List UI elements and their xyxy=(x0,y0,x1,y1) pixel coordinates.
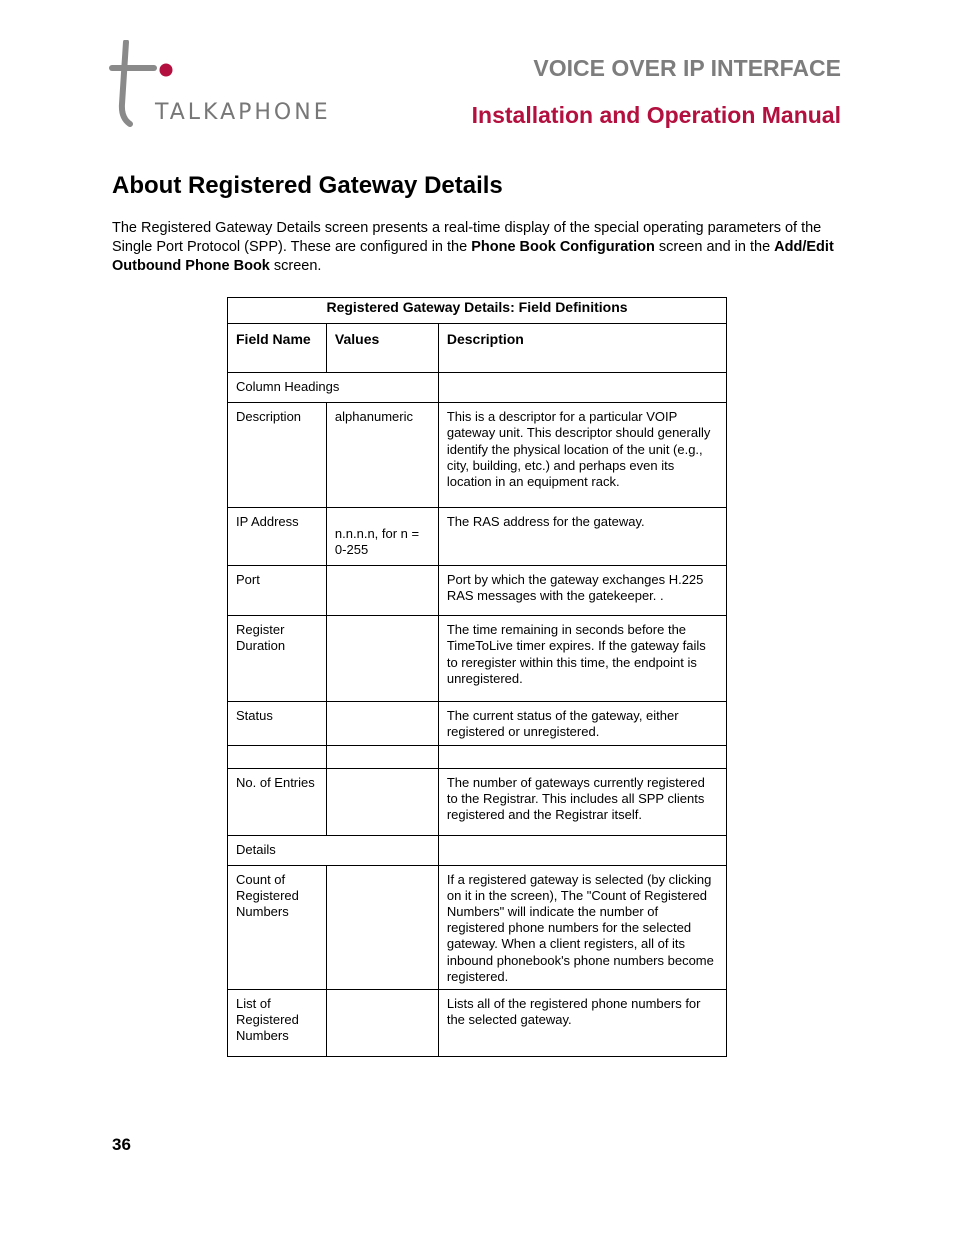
group-empty-cell xyxy=(438,373,726,403)
header-description: Description xyxy=(438,324,726,373)
field-cell: IP Address xyxy=(228,508,327,566)
intro-text: screen and in the xyxy=(654,239,775,255)
values-cell xyxy=(326,616,438,702)
document-title: VOICE OVER IP INTERFACE xyxy=(533,55,841,81)
description-cell: The number of gateways currently registered to the Registrar. This includes all SPP clients registered and the Registrar itself. xyxy=(438,768,726,835)
header-values: Values xyxy=(326,324,438,373)
values-cell xyxy=(326,566,438,616)
values-cell xyxy=(326,865,438,989)
table-row xyxy=(228,616,727,702)
field-cell: Port xyxy=(228,566,327,616)
description-cell: The RAS address for the gateway. xyxy=(438,508,726,566)
table-row xyxy=(228,865,727,989)
field-cell: Register Duration xyxy=(228,616,327,702)
group-empty-cell xyxy=(438,835,726,865)
values-cell: alphanumeric xyxy=(326,403,438,508)
values-cell xyxy=(326,745,438,768)
intro-bold-phonebook-config: Phone Book Configuration xyxy=(471,239,655,255)
group-label: Details xyxy=(228,835,439,865)
intro-text: The Registered Gateway Details screen presents a real-time display of the special operating parameters of the Single Port Protocol (SPP). These are configured in the xyxy=(112,220,822,255)
description-cell: The time remaining in seconds before the TimeToLive timer expires. If the gateway fails to reregister within this time, the endpoint is unregistered. xyxy=(438,616,726,702)
table-caption-row xyxy=(228,298,727,324)
description-cell: The current status of the gateway, either registered or unregistered. xyxy=(438,702,726,745)
values-cell xyxy=(326,990,438,1057)
description-cell xyxy=(438,745,726,768)
field-cell: List of Registered Numbers xyxy=(228,990,327,1057)
table-row xyxy=(228,990,727,1057)
page-number: 36 xyxy=(112,1135,131,1154)
table-row-empty xyxy=(228,745,727,768)
table-row xyxy=(228,768,727,835)
intro-bold-outbound-phonebook: Add/Edit Outbound Phone Book xyxy=(112,239,834,274)
field-cell xyxy=(228,745,327,768)
description-cell: If a registered gateway is selected (by clicking on it in the screen), The "Count of Registered Numbers" will indicate the number of registered phone numbers for the selected gateway. When a client registers, all of its inbound phonebook's phone numbers become registered. xyxy=(438,865,726,989)
values-cell xyxy=(326,702,438,745)
brand-name: TALKAPHONE xyxy=(155,100,331,125)
field-cell: Status xyxy=(228,702,327,745)
description-cell: Lists all of the registered phone numbers for the selected gateway. xyxy=(438,990,726,1057)
values-cell xyxy=(326,768,438,835)
description-cell: This is a descriptor for a particular VOIP gateway unit. This descriptor should generally identify the physical location of the unit (e.g., city, building, etc.) and perhaps even its location in an equipment rack. xyxy=(438,403,726,508)
description-cell: Port by which the gateway exchanges H.225 RAS messages with the gatekeeper. . xyxy=(438,566,726,616)
field-cell: No. of Entries xyxy=(228,768,327,835)
table-row xyxy=(228,702,727,745)
field-cell: Description xyxy=(228,403,327,508)
table-header-row xyxy=(228,324,727,373)
group-label: Column Headings xyxy=(228,373,439,403)
table-caption: Registered Gateway Details: Field Definitions xyxy=(228,298,727,324)
table-row xyxy=(228,508,727,566)
intro-paragraph xyxy=(112,219,847,276)
field-cell: Count of Registered Numbers xyxy=(228,865,327,989)
header-field-name: Field Name xyxy=(228,324,327,373)
group-row xyxy=(228,373,727,403)
document-subtitle: Installation and Operation Manual xyxy=(471,102,841,128)
group-row xyxy=(228,835,727,865)
section-title: About Registered Gateway Details xyxy=(112,172,503,199)
intro-text: screen. xyxy=(269,258,322,274)
table-row xyxy=(228,566,727,616)
field-definitions-table xyxy=(227,297,727,1057)
values-cell: n.n.n.n, for n = 0-255 xyxy=(326,508,438,566)
table-row xyxy=(228,403,727,508)
